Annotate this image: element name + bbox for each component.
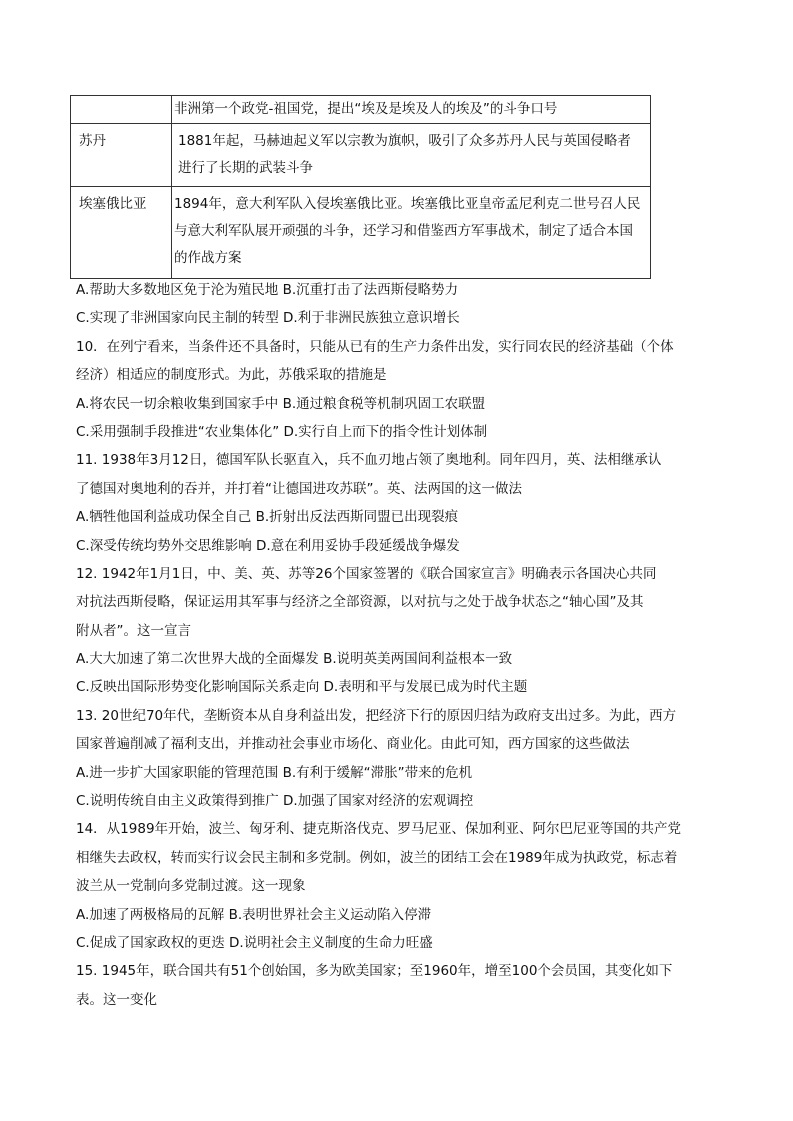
option-line: C.采用强制手段推进“农业集体化” D.实行自上而下的指令性计划体制 bbox=[76, 423, 488, 440]
question-line: 12. 1942年1月1日，中、美、英、苏等26个国家签署的《联合国家宣言》明确表示各国决心共同 bbox=[76, 565, 657, 582]
option-line: C.反映出国际形势变化影响国际关系走向 D.表明和平与发展已成为时代主题 bbox=[76, 679, 528, 696]
option-line: C.实现了非洲国家向民主制的转型 D.利于非洲民族独立意识增长 bbox=[76, 310, 460, 327]
region-cell: 苏丹 bbox=[71, 124, 172, 187]
question-line: 波兰从一党制向多党制过渡。这一现象 bbox=[76, 878, 306, 895]
option-line: A.进一步扩大国家职能的管理范围 B.有利于缓解“滞胀”带来的危机 bbox=[76, 764, 473, 781]
question-line: 13. 20世纪70年代，垄断资本从自身利益出发，把经济下行的原因归结为政府支出过多。为此，西方 bbox=[76, 707, 677, 724]
region-cell: 埃塞俄比亚 bbox=[71, 187, 172, 279]
description-line: 非洲第一个政党-祖国党，提出“埃及是埃及人的埃及”的斗争口号 bbox=[174, 101, 558, 117]
description-cell bbox=[172, 124, 651, 187]
option-line: C.说明传统自由主义政策得到推广 D.加强了国家对经济的宏观调控 bbox=[76, 793, 474, 810]
questions-body bbox=[76, 276, 716, 1014]
question-line: 国家普遍削减了福利支出，并推动社会事业市场化、商业化。由此可知，西方国家的这些做法 bbox=[76, 736, 630, 753]
question-line: 经济）相适应的制度形式。为此，苏俄采取的措施是 bbox=[76, 367, 387, 384]
question-line: 对抗法西斯侵略，保证运用其军事与经济之全部资源，以对抗与之处于战争状态之“轴心国”及其 bbox=[76, 594, 644, 611]
description-line: 进行了长期的武装斗争 bbox=[178, 160, 313, 176]
description-line: 与意大利军队展开顽强的斗争，还学习和借鉴西方军事战术，制定了适合本国 bbox=[174, 223, 633, 239]
question-line: 15. 1945年，联合国共有51个创始国，多为欧美国家；至1960年，增至100个会员国，其变化如下 bbox=[76, 963, 673, 980]
table-row bbox=[71, 124, 651, 187]
option-line: C.促成了国家政权的更迭 D.说明社会主义制度的生命力旺盛 bbox=[76, 934, 433, 951]
region-cell bbox=[71, 96, 172, 124]
question-line: 附从者”。这一宣言 bbox=[76, 622, 191, 639]
description-cell bbox=[172, 96, 651, 124]
description-line: 的作战方案 bbox=[174, 250, 242, 266]
history-table bbox=[70, 95, 651, 279]
description-line: 1894年，意大利军队入侵埃塞俄比亚。埃塞俄比亚皇帝孟尼利克二世号召人民 bbox=[174, 196, 641, 212]
option-line: C.深受传统均势外交思维影响 D.意在利用妥协手段延缓战争爆发 bbox=[76, 537, 460, 554]
question-line: 了德国对奥地利的吞并，并打着“让德国进攻苏联”。英、法两国的这一做法 bbox=[76, 480, 522, 497]
description-line: 1881年起，马赫迪起义军以宗教为旗帜，吸引了众多苏丹人民与英国侵略者 bbox=[178, 133, 631, 149]
option-line: A.大大加速了第二次世界大战的全面爆发 B.说明英美两国间利益根本一致 bbox=[76, 651, 513, 668]
question-line: 11. 1938年3月12日，德国军队长驱直入，兵不血刃地占领了奥地利。同年四月，英、法相继承认 bbox=[76, 452, 662, 469]
option-line: A.牺牲他国利益成功保全自己 B.折射出反法西斯同盟已出现裂痕 bbox=[76, 509, 459, 526]
table-row bbox=[71, 96, 651, 124]
question-line: 10．在列宁看来，当条件还不具备时，只能从已有的生产力条件出发，实行同农民的经济基础（个体 bbox=[76, 338, 674, 355]
table-row bbox=[71, 187, 651, 279]
option-line: A.帮助大多数地区免于沦为殖民地 B.沉重打击了法西斯侵略势力 bbox=[76, 282, 459, 298]
question-line: 相继失去政权，转而实行议会民主制和多党制。例如，波兰的团结工会在1989年成为执政党，标志着 bbox=[76, 849, 678, 866]
question-line: 表。这一变化 bbox=[76, 991, 157, 1008]
option-line: A.将农民一切余粮收集到国家手中 B.通过粮食税等机制巩固工农联盟 bbox=[76, 395, 486, 412]
option-line: A.加速了两极格局的瓦解 B.表明世界社会主义运动陷入停滞 bbox=[76, 906, 432, 923]
question-line: 14．从1989年开始，波兰、匈牙利、捷克斯洛伐克、罗马尼亚、保加利亚、阿尔巴尼亚等国的共产党 bbox=[76, 821, 682, 838]
description-cell bbox=[172, 187, 651, 279]
